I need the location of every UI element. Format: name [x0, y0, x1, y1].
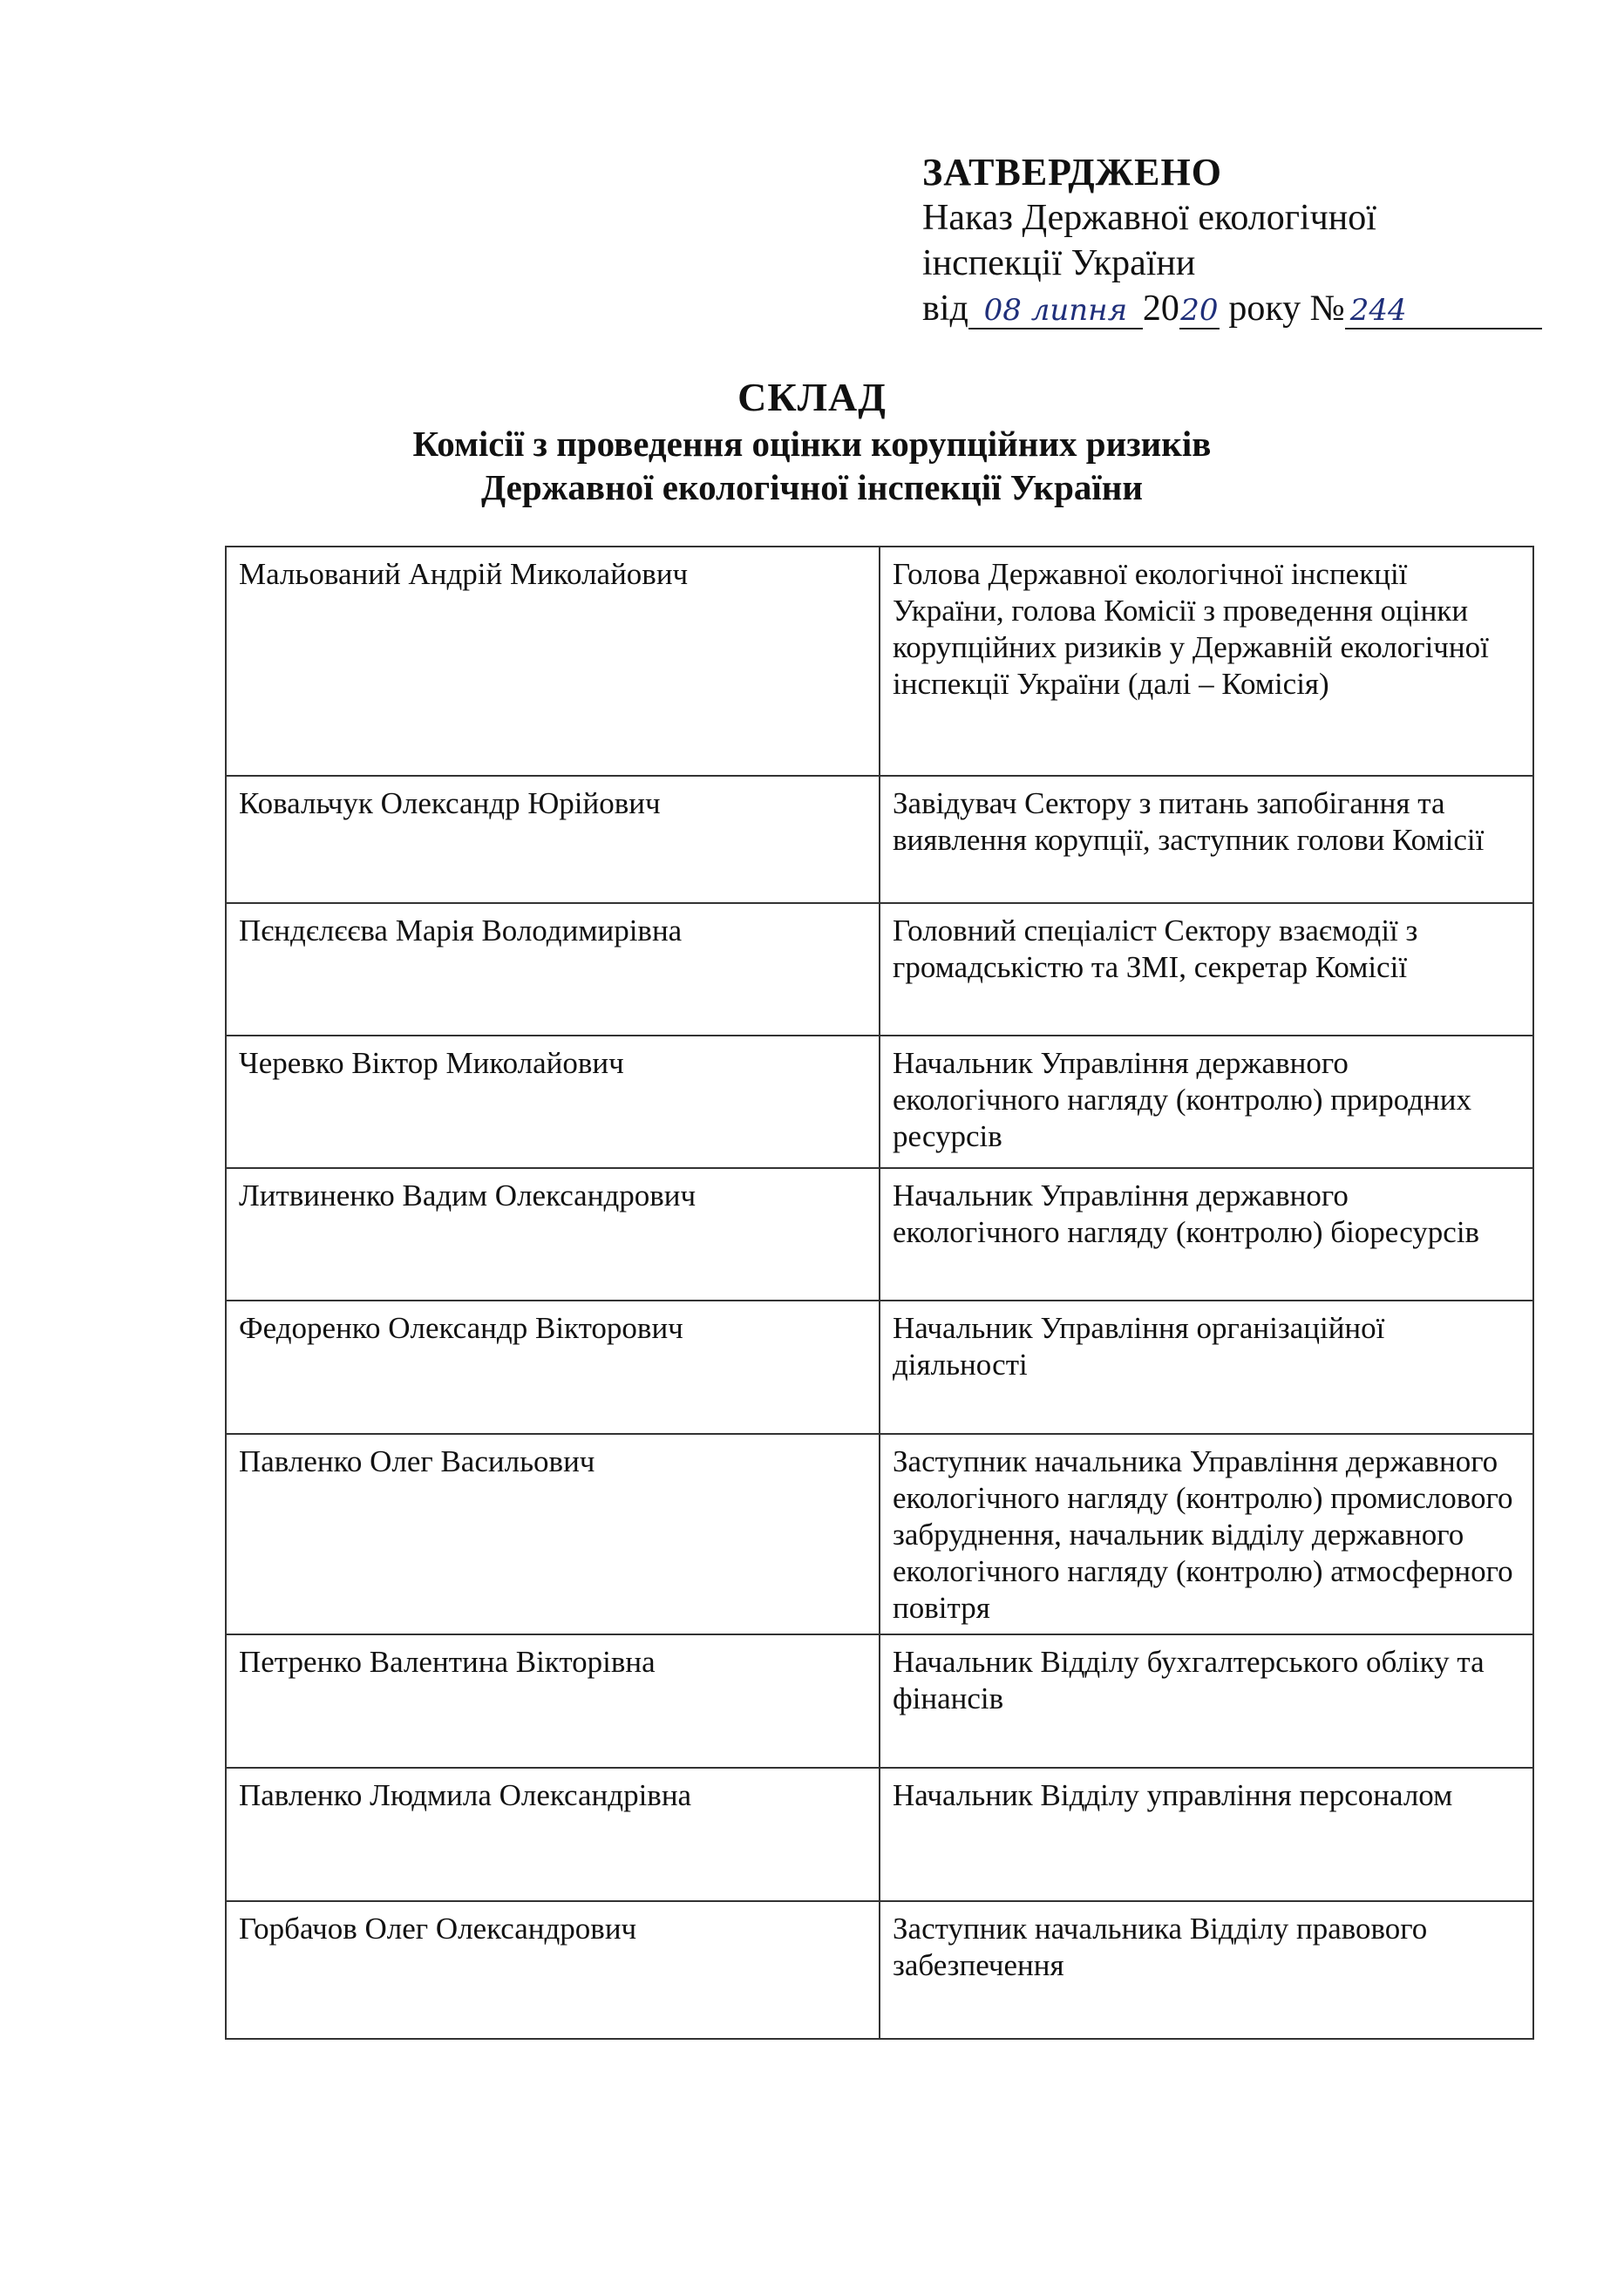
- members-table: [225, 546, 1534, 2040]
- from-label: від: [922, 289, 968, 329]
- handwritten-year: 20: [1180, 293, 1219, 328]
- member-name: Мальований Андрій Миколайович: [226, 547, 880, 776]
- member-name: Горбачов Олег Олександрович: [226, 1901, 880, 2039]
- approval-heading: ЗАТВЕРДЖЕНО: [922, 151, 1222, 194]
- member-name: Федоренко Олександр Вікторович: [226, 1301, 880, 1434]
- handwritten-order-number: 244: [1345, 293, 1542, 329]
- approval-line-2: інспекції України: [922, 243, 1196, 283]
- member-role: Завідувач Сектору з питань запобігання та виявлення корупції, заступник голови Комісії: [880, 776, 1533, 903]
- member-name: Петренко Валентина Вікторівна: [226, 1634, 880, 1768]
- table-row: [226, 1634, 1533, 1768]
- member-name: Черевко Віктор Миколайович: [226, 1036, 880, 1168]
- table-row: [226, 1434, 1533, 1634]
- title-subtitle-2: Державної екологічної інспекції України: [480, 467, 1144, 507]
- table-row: [226, 1768, 1533, 1901]
- approval-block: [922, 150, 1567, 331]
- member-role: Начальник Управління державного екологічного нагляду (контролю) біоресурсів: [880, 1168, 1533, 1301]
- table-row: [226, 1168, 1533, 1301]
- year-prefix: 20: [1142, 289, 1179, 329]
- title-main: СКЛАД: [737, 375, 887, 419]
- table-row: [226, 1301, 1533, 1434]
- title-subtitle-1: Комісії з проведення оцінки корупційних ризиків: [412, 424, 1212, 464]
- member-name: Ковальчук Олександр Юрійович: [226, 776, 880, 903]
- member-role: Головний спеціаліст Сектору взаємодії з громадськістю та ЗМІ, секретар Комісії: [880, 903, 1533, 1036]
- member-role: Заступник начальника Управління державного екологічного нагляду (контролю) промислового забруднення, начальник відділу державного екологічного нагляду (контролю) атмосферного повітря: [880, 1434, 1533, 1634]
- member-name: Павленко Людмила Олександрівна: [226, 1768, 880, 1901]
- member-role: Голова Державної екологічної інспекції України, голова Комісії з проведення оцінки корупційних ризиків у Державній екологічної інспекції України (далі – Комісія): [880, 547, 1533, 776]
- table-row: [226, 903, 1533, 1036]
- table-row: [226, 547, 1533, 776]
- table-row: [226, 1036, 1533, 1168]
- member-role: Начальник Відділу управління персоналом: [880, 1768, 1533, 1901]
- approval-line-1: Наказ Державної екологічної: [922, 198, 1376, 238]
- member-name: Литвиненко Вадим Олександрович: [226, 1168, 880, 1301]
- handwritten-date: 08 липня: [968, 293, 1143, 329]
- order-reference-line: [922, 286, 1567, 331]
- table-row: [226, 776, 1533, 903]
- member-role: Заступник начальника Відділу правового забезпечення: [880, 1901, 1533, 2039]
- member-name: Павленко Олег Васильович: [226, 1434, 880, 1634]
- member-name: Пєндєлєєва Марія Володимирівна: [226, 903, 880, 1036]
- member-role: Начальник Управління організаційної діяльності: [880, 1301, 1533, 1434]
- year-suffix: року №: [1228, 289, 1345, 329]
- document-title: [0, 373, 1624, 509]
- table-row: [226, 1901, 1533, 2039]
- member-role: Начальник Управління державного екологічного нагляду (контролю) природних ресурсів: [880, 1036, 1533, 1168]
- member-role: Начальник Відділу бухгалтерського обліку та фінансів: [880, 1634, 1533, 1768]
